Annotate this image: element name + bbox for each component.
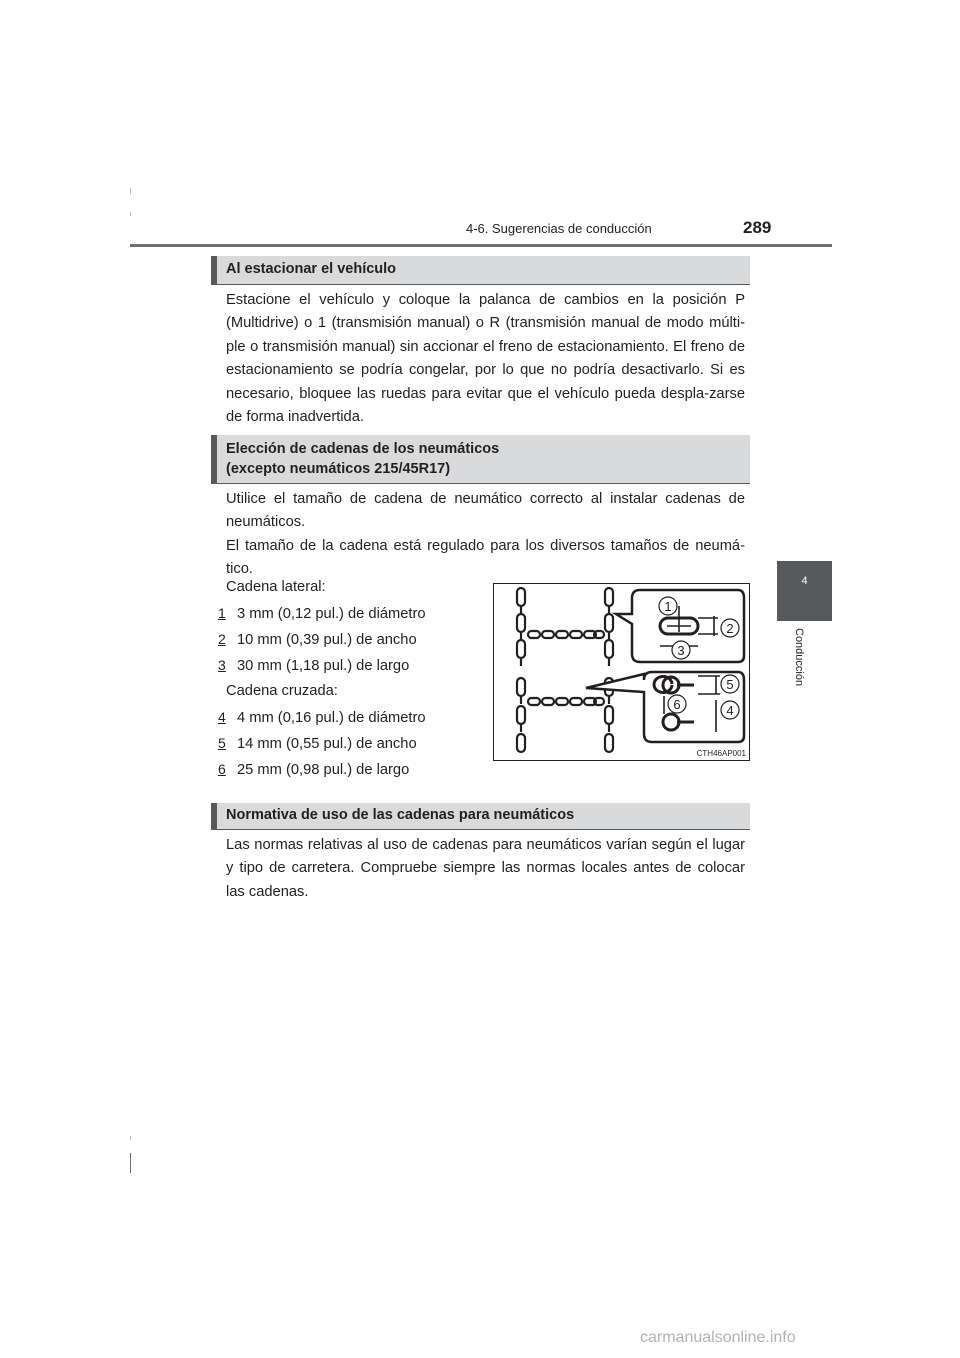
header-divider bbox=[130, 244, 832, 247]
heading-line-2: (excepto neumáticos 215/45R17) bbox=[226, 461, 451, 477]
chapter-number: 4 bbox=[801, 575, 808, 587]
side-chain-item bbox=[218, 603, 426, 624]
paragraph-chain-size-2: El tamaño de la cadena está regulado para los diversos tamaños de neumá-tico. bbox=[226, 537, 745, 578]
cross-chain-item bbox=[218, 707, 426, 728]
item-number: 4 bbox=[218, 709, 226, 725]
section-title: 4-6. Sugerencias de conducción bbox=[466, 221, 652, 236]
heading-underline bbox=[211, 829, 750, 830]
callout-2: 2 bbox=[726, 621, 734, 636]
callout-6: 6 bbox=[673, 697, 681, 712]
heading-line-1: Elección de cadenas de los neumáticos bbox=[226, 441, 500, 457]
watermark: carmanualsonline.info bbox=[640, 1329, 796, 1346]
item-text: 4 mm (0,16 pul.) de diámetro bbox=[237, 710, 426, 726]
item-number: 2 bbox=[218, 631, 226, 647]
item-text: 3 mm (0,12 pul.) de diámetro bbox=[237, 606, 426, 622]
chapter-tab bbox=[777, 561, 832, 621]
item-text: 14 mm (0,55 pul.) de ancho bbox=[237, 736, 417, 752]
heading-underline bbox=[211, 284, 750, 285]
crop-mark bbox=[130, 188, 131, 194]
paragraph-parking: Estacione el vehículo y coloque la palanca de cambios en la posición P (Multidrive) o 1 (transmisión manual) o R (transmisión manual de modo múlti-ple o transmisión manual) sin accionar el freno de estacionamiento. El freno de estacionamiento se podría congelar, por lo que no podría desactivarlo. Si es necesario, bloquee las ruedas para evitar que el vehículo pueda despla-zarse de forma inadvertida. bbox=[226, 292, 745, 426]
chain-illustration bbox=[494, 584, 749, 760]
crop-mark bbox=[130, 1136, 131, 1140]
tire-chain-figure bbox=[493, 583, 750, 761]
heading-chain-selection bbox=[211, 435, 750, 483]
figure-code: CTH46AP001 bbox=[696, 749, 746, 758]
item-number: 5 bbox=[218, 735, 226, 751]
item-number: 1 bbox=[218, 605, 226, 621]
crop-mark bbox=[130, 1153, 131, 1173]
item-number: 3 bbox=[218, 657, 226, 673]
page-number: 289 bbox=[743, 218, 772, 237]
item-text: 10 mm (0,39 pul.) de ancho bbox=[237, 632, 417, 648]
paragraph-chain-size bbox=[226, 488, 745, 582]
item-text: 30 mm (1,18 pul.) de largo bbox=[237, 658, 410, 674]
heading-chain-rules: Normativa de uso de las cadenas para neumáticos bbox=[211, 803, 750, 829]
side-chain-title: Cadena lateral: bbox=[226, 579, 326, 595]
callout-5: 5 bbox=[726, 677, 734, 692]
item-number: 6 bbox=[218, 761, 226, 777]
paragraph-chain-rules: Las normas relativas al uso de cadenas para neumáticos varían según el lugar y tipo de carretera. Compruebe siempre las normas locales antes de colocar las cadenas. bbox=[226, 837, 745, 900]
cross-chain-item bbox=[218, 733, 417, 754]
heading-underline bbox=[211, 483, 750, 484]
crop-mark bbox=[130, 212, 131, 216]
chapter-label: Conducción bbox=[793, 628, 805, 687]
heading-parking: Al estacionar el vehículo bbox=[211, 256, 750, 284]
callout-1: 1 bbox=[664, 599, 672, 614]
callout-4: 4 bbox=[726, 703, 734, 718]
side-chain-item bbox=[218, 629, 417, 650]
cross-chain-item bbox=[218, 759, 410, 780]
callout-3: 3 bbox=[677, 643, 685, 658]
item-text: 25 mm (0,98 pul.) de largo bbox=[237, 762, 410, 778]
side-chain-item bbox=[218, 655, 410, 676]
cross-chain-title: Cadena cruzada: bbox=[226, 683, 338, 699]
paragraph-chain-size-1: Utilice el tamaño de cadena de neumático correcto al instalar cadenas de neumáticos. bbox=[226, 491, 745, 531]
